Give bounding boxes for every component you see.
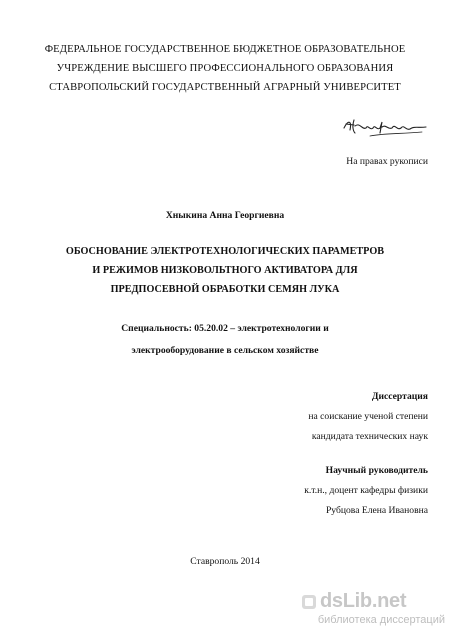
manuscript-rights: На правах рукописи (346, 156, 428, 167)
author-name: Хныкина Анна Георгиевна (165, 210, 285, 221)
dissertation-line-2: кандидата технических наук (311, 431, 428, 442)
city-year: Ставрополь 2014 (190, 556, 260, 567)
dissertation-block (308, 387, 428, 447)
watermark-subtitle: библиотека диссертаций (317, 614, 445, 626)
dissertation-label: Диссертация (371, 391, 428, 402)
institution-header (0, 40, 450, 97)
title-line-3: ПРЕДПОСЕВНОЙ ОБРАБОТКИ СЕМЯН ЛУКА (110, 284, 340, 295)
header-line-3: СТАВРОПОЛЬСКИЙ ГОСУДАРСТВЕННЫЙ АГРАРНЫЙ УНИВЕРСИТЕТ (49, 82, 401, 93)
advisor-line-2: Рубцова Елена Ивановна (325, 505, 428, 516)
dissertation-line-1: на соискание ученой степени (308, 411, 428, 422)
specialty-line-2: электрооборудование в сельском хозяйстве (131, 345, 319, 356)
dissertation-title (0, 242, 450, 299)
watermark (300, 590, 445, 630)
specialty (0, 318, 450, 362)
library-logo-icon (300, 593, 318, 611)
advisor-block (304, 461, 428, 521)
title-line-2: И РЕЖИМОВ НИЗКОВОЛЬТНОГО АКТИВАТОРА ДЛЯ (92, 265, 358, 276)
title-line-1: ОБОСНОВАНИЕ ЭЛЕКТРОТЕХНОЛОГИЧЕСКИХ ПАРАМЕТРОВ (65, 246, 385, 257)
handwritten-signature (340, 112, 430, 142)
watermark-logo: dsLib.net (320, 590, 407, 612)
header-line-2: УЧРЕЖДЕНИЕ ВЫСШЕГО ПРОФЕССИОНАЛЬНОГО ОБРАЗОВАНИЯ (56, 63, 394, 74)
specialty-line-1: Специальность: 05.20.02 – электротехнологии и (121, 323, 329, 334)
advisor-label: Научный руководитель (325, 465, 428, 476)
header-line-1: ФЕДЕРАЛЬНОЕ ГОСУДАРСТВЕННОЕ БЮДЖЕТНОЕ ОБРАЗОВАТЕЛЬНОЕ (44, 44, 406, 55)
advisor-line-1: к.т.н., доцент кафедры физики (304, 485, 428, 496)
